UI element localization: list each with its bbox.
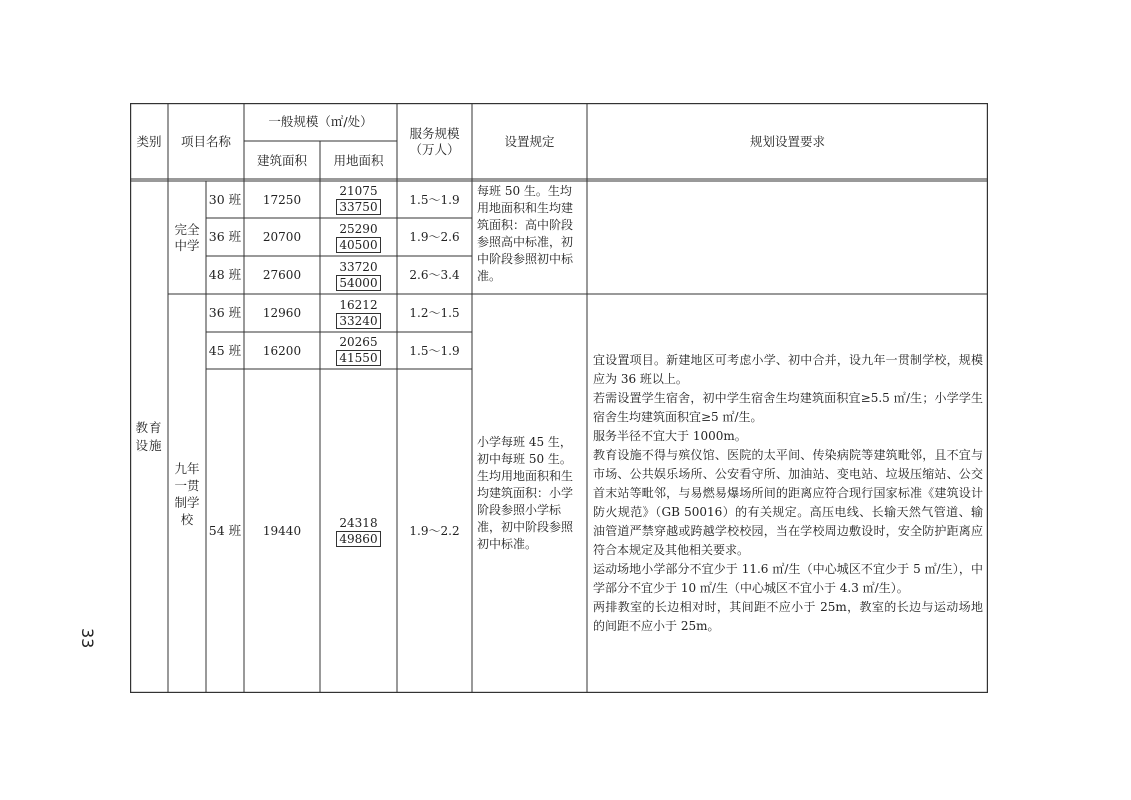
- nys-row3-building-area: 19440: [262, 524, 302, 538]
- cms-row3-land-max: 54000: [336, 275, 380, 291]
- header-planning-requirements: 规划设置要求: [749, 133, 825, 149]
- nys-row3-land-max: 49860: [336, 531, 380, 547]
- cms-row2-service: 1.9～2.6: [409, 230, 460, 244]
- requirement-item: 教育设施不得与殡仪馆、医院的太平间、传染病院等建筑毗邻，且不宜与市场、公共娱乐场所、公安看守所、加油站、变电站、垃圾压缩站、公交首末站等毗邻，与易燃易爆场所间的距离应符合现行国家标准《建筑设计防火规范》（GB 50016）的有关规定。高压电线、长输天然气管道、输油管道严禁穿越或跨越学校校园，当在学校周边敷设时，安全防护距离应符合本规定及其他相关要求。: [593, 448, 983, 557]
- cms-row3-land-area: [320, 256, 397, 294]
- nys-row2-classes: 45 班: [208, 342, 242, 358]
- header-land-area: 用地面积: [333, 152, 384, 168]
- planning-requirements-cell: [593, 294, 983, 693]
- requirement-item: 两排教室的长边相对时，其间距不应小于 25m，教室的长边与运动场地的间距不应小于 25m。: [593, 600, 983, 633]
- cms-setting-rules: 每班 50 生。生均用地面积和生均建筑面积：高中阶段参照高中标准，初中阶段参照初中标准。: [477, 184, 574, 283]
- requirement-item: 宜设置项目。新建地区可考虑小学、初中合并，设九年一贯制学校，规模应为 36 班以上。: [593, 353, 983, 386]
- nys-row1-land-area: [320, 294, 397, 332]
- cms-row3-service: 2.6～3.4: [409, 268, 460, 282]
- cms-row1-service: 1.5～1.9: [409, 192, 460, 207]
- header-building-area: 建筑面积: [256, 152, 307, 168]
- header-service-scale-line2: （万人）: [409, 141, 460, 157]
- header-item-name: 项目名称: [180, 133, 231, 149]
- nys-row1-land-max: 33240: [336, 313, 380, 329]
- page-number: 33: [78, 628, 97, 649]
- requirement-item: 服务半径不宜大于 1000m。: [593, 429, 747, 443]
- nys-setting-rules: 小学每班 45 生，初中每班 50 生。生均用地面积和生均建筑面积：小学阶段参照小学标准，初中阶段参照初中标准。: [477, 435, 574, 551]
- nys-row2-building-area: 16200: [262, 343, 302, 358]
- nys-row2-land-max: 41550: [336, 350, 380, 366]
- nys-row2-service: 1.5～1.9: [409, 343, 460, 358]
- category-label: 教育设施: [135, 420, 163, 453]
- complete-middle-school-name-cell: [168, 181, 206, 294]
- nys-row3-service: 1.9～2.2: [409, 524, 460, 538]
- category-cell: [130, 181, 168, 693]
- header-setting-rules: 设置规定: [504, 133, 555, 149]
- cms-row1-classes: 30 班: [208, 191, 242, 207]
- header-category: 类别: [136, 133, 162, 149]
- cms-row2-classes: 36 班: [208, 229, 242, 244]
- cms-row2-land-area: [320, 218, 397, 256]
- nys-row3-land-min: 24318: [339, 515, 378, 530]
- planning-requirements-text: [593, 351, 983, 636]
- cms-row2-land-max: 40500: [336, 237, 380, 253]
- header-service-scale-line1: 服务规模: [409, 125, 460, 141]
- nys-row2-land-area: [320, 332, 397, 369]
- standards-table: [130, 103, 988, 693]
- cms-row3-classes: 48 班: [208, 267, 242, 282]
- header-service-scale: [397, 103, 472, 180]
- header-general-scale: 一般规模（㎡/处）: [268, 114, 373, 129]
- nys-row2-land-min: 20265: [339, 335, 378, 349]
- requirement-item: 运动场地小学部分不宜少于 11.6 ㎡/生（中心城区不宜少于 5 ㎡/生），中学部分不宜少于 10 ㎡/生（中心城区不宜小于 4.3 ㎡/生）。: [593, 562, 983, 595]
- nys-setting-rules-cell: [477, 294, 583, 693]
- cms-row1-land-area: [320, 181, 397, 218]
- nys-row3-land-area: [320, 369, 397, 693]
- nys-row1-service: 1.2～1.5: [409, 306, 460, 320]
- cms-row1-building-area: 17250: [262, 192, 302, 207]
- requirement-item: 若需设置学生宿舍，初中学生宿舍生均建筑面积宜≥5.5 ㎡/生；小学学生宿舍生均建筑面积宜≥5 ㎡/生。: [593, 391, 983, 424]
- nine-year-school-name-cell: [168, 294, 206, 693]
- nys-row3-classes: 54 班: [208, 523, 242, 538]
- nys-row1-classes: 36 班: [208, 305, 242, 320]
- cms-row3-building-area: 27600: [262, 268, 302, 282]
- nine-year-school-name: 九年一贯制学校: [174, 460, 200, 527]
- cms-row2-building-area: 20700: [262, 230, 302, 244]
- cms-row2-land-min: 25290: [339, 221, 378, 236]
- cms-row1-land-max: 33750: [336, 199, 380, 215]
- nys-row1-building-area: 12960: [262, 306, 302, 320]
- nys-row1-land-min: 16212: [339, 297, 378, 312]
- cms-row1-land-min: 21075: [339, 184, 378, 198]
- complete-middle-school-name: 完全中学: [174, 221, 200, 253]
- cms-row3-land-min: 33720: [339, 259, 378, 274]
